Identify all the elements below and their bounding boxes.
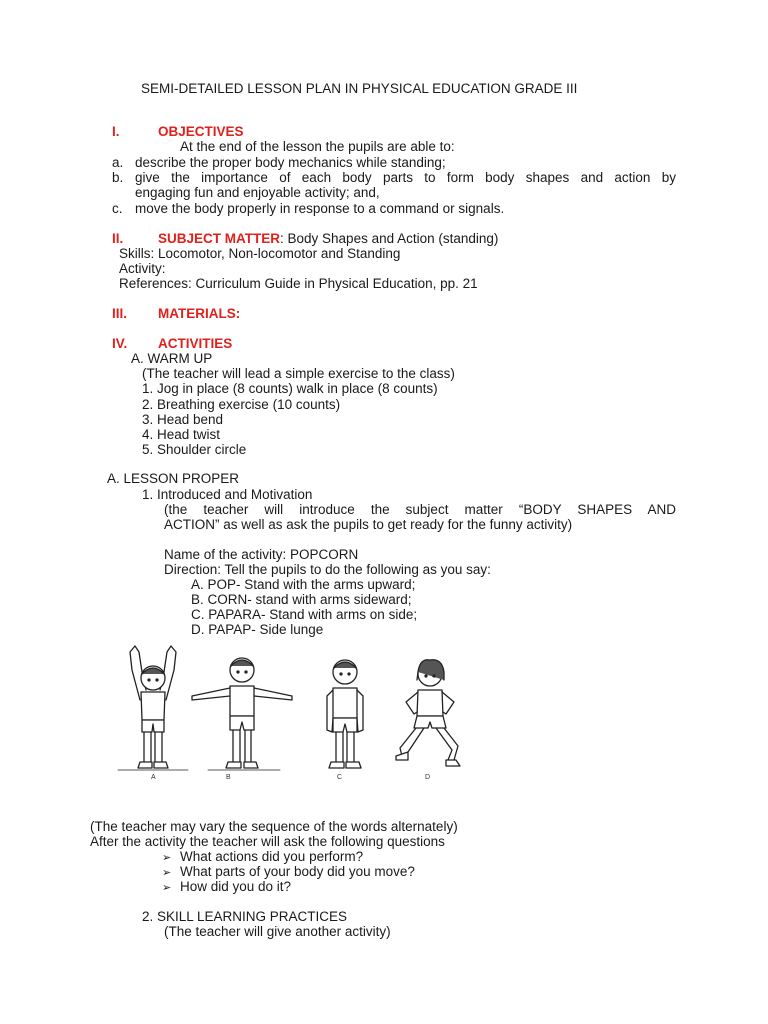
figure-label-a: A	[151, 774, 156, 781]
skill-learning-note: (The teacher will give another activity)	[164, 924, 391, 939]
arrow-bullet-icon: ➢	[162, 867, 172, 879]
objective-c-text: move the body properly in response to a command or signals.	[135, 201, 505, 216]
figure-label-c: C	[337, 774, 343, 781]
figure-corn-arms-sideward	[188, 640, 298, 780]
warmup-item-2: 2. Breathing exercise (10 counts)	[142, 397, 341, 412]
skill-learning-title: 2. SKILL LEARNING PRACTICES	[142, 909, 348, 924]
arrow-bullet-icon: ➢	[162, 852, 172, 864]
objective-b-marker: b.	[112, 170, 124, 185]
subject-line	[158, 231, 498, 246]
intro-motivation-item: 1. Introduced and Motivation	[142, 487, 313, 502]
after-note: After the activity the teacher will ask the following questions	[90, 834, 445, 849]
objective-b-text: give the importance of each body parts to form body shapes and action by	[135, 170, 676, 185]
objective-a-text: describe the proper body mechanics while standing;	[135, 155, 446, 170]
objectives-number: I.	[112, 124, 120, 139]
question-3	[162, 879, 291, 896]
materials-heading: MATERIALS:	[158, 306, 241, 321]
subject-heading: SUBJECT MATTER	[158, 231, 281, 246]
warmup-title: A. WARM UP	[131, 351, 213, 366]
activity-name: Name of the activity: POPCORN	[164, 547, 359, 562]
popcorn-item-d: D. PAPAP- Side lunge	[191, 622, 324, 637]
popcorn-item-b: B. CORN- stand with arms sideward;	[191, 592, 412, 607]
arrow-bullet-icon: ➢	[162, 882, 172, 894]
popcorn-item-a: A. POP- Stand with the arms upward;	[191, 577, 416, 592]
warmup-note: (The teacher will lead a simple exercise to the class)	[142, 366, 455, 381]
subject-skills: Skills: Locomotor, Non-locomotor and Standing	[119, 246, 401, 261]
figure-papara-arms-on-side	[315, 656, 375, 780]
subject-number: II.	[112, 231, 124, 246]
subject-activity: Activity:	[119, 261, 166, 276]
warmup-item-5: 5. Shoulder circle	[142, 442, 247, 457]
question-2-text: What parts of your body did you move?	[180, 864, 415, 879]
lesson-proper-title: A. LESSON PROPER	[107, 471, 240, 486]
warmup-item-1: 1. Jog in place (8 counts) walk in place (8 counts)	[142, 381, 438, 396]
objective-b-text-cont: engaging fun and enjoyable activity; and,	[135, 185, 380, 200]
objectives-heading: OBJECTIVES	[158, 124, 244, 139]
intro-note-line-1: (the teacher will introduce the subject matter “BODY SHAPES AND	[164, 502, 676, 517]
warmup-item-3: 3. Head bend	[142, 412, 224, 427]
question-3-text: How did you do it?	[180, 879, 292, 894]
intro-note-line-2: ACTION” as well as ask the pupils to get ready for the funny activity)	[164, 517, 573, 532]
objective-a-marker: a.	[112, 155, 124, 170]
subject-references: References: Curriculum Guide in Physical Education, pp. 21	[119, 276, 478, 291]
warmup-item-4: 4. Head twist	[142, 427, 221, 442]
question-1-text: What actions did you perform?	[180, 849, 364, 864]
figure-label-d: D	[425, 774, 431, 781]
figure-pop-arms-upward	[108, 640, 198, 780]
figure-papap-side-lunge	[390, 656, 470, 780]
objective-c-marker: c.	[112, 201, 123, 216]
activity-direction: Direction: Tell the pupils to do the following as you say:	[164, 562, 491, 577]
figure-label-b: B	[226, 774, 231, 781]
objectives-intro: At the end of the lesson the pupils are able to:	[180, 139, 455, 154]
subject-topic: : Body Shapes and Action (standing)	[280, 231, 499, 246]
materials-number: III.	[112, 306, 128, 321]
page-title: SEMI-DETAILED LESSON PLAN IN PHYSICAL EDUCATION GRADE III	[141, 81, 578, 96]
activities-number: IV.	[112, 336, 128, 351]
activities-heading: ACTIVITIES	[158, 336, 233, 351]
popcorn-item-c: C. PAPARA- Stand with arms on side;	[191, 607, 418, 622]
vary-note: (The teacher may vary the sequence of the words alternately)	[90, 819, 458, 834]
